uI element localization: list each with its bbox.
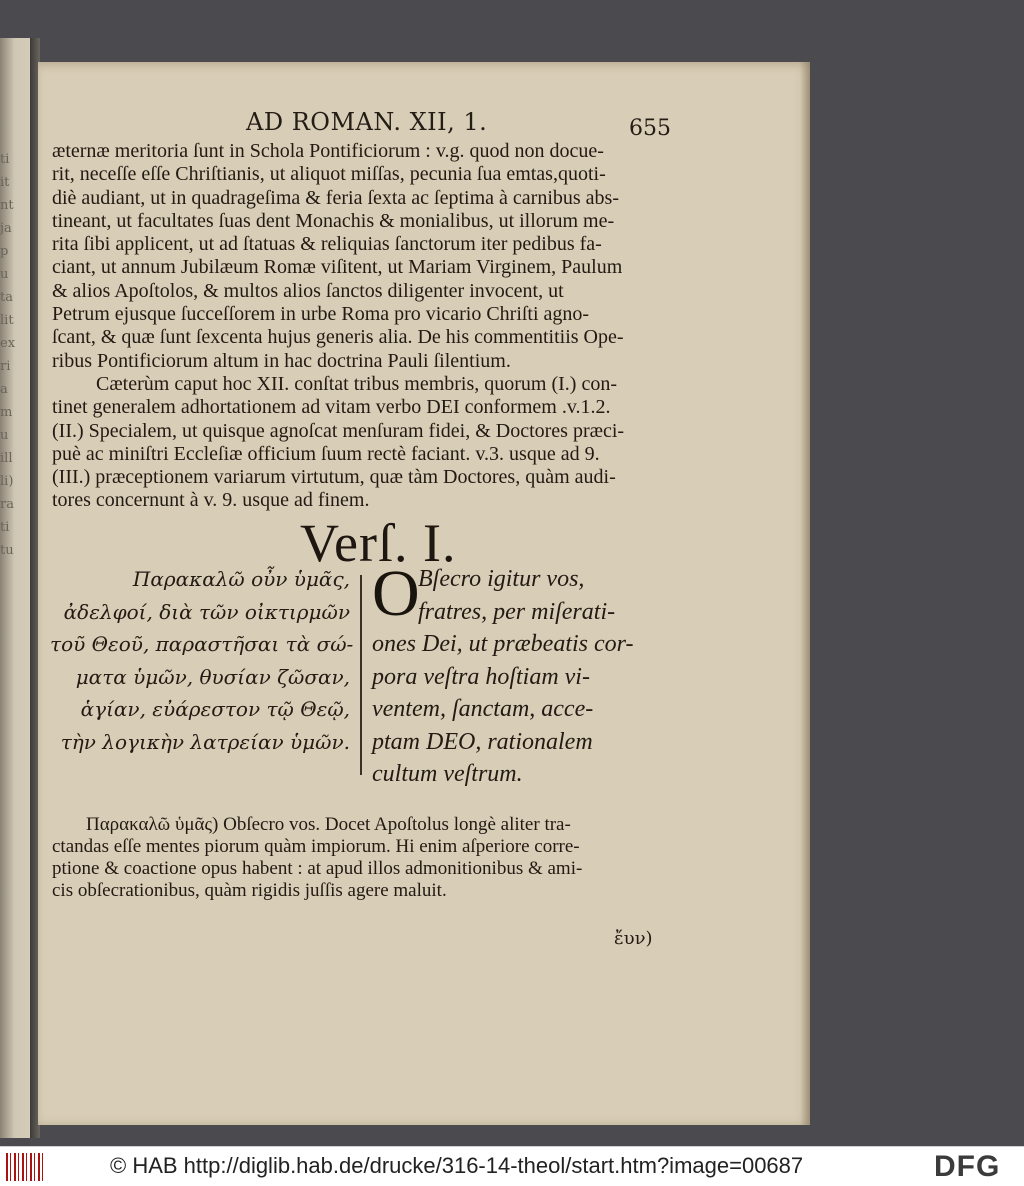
latin-line: pora veſtra hoſtiam vi- xyxy=(372,663,590,690)
facing-page-fragment: it xyxy=(0,175,10,190)
comment-line: ptione & coactione opus habent : at apud illos admonitionibus & ami- xyxy=(52,858,583,879)
body-line: rita ſibi applicent, ut ad ſtatuas & reliquias ſanctorum iter pedibus fa- xyxy=(52,233,602,256)
comment-line: ctandas eſſe mentes piorum quàm impiorum. Hi enim aſperiore corre- xyxy=(52,836,580,857)
greek-line: Παρακαλῶ οὖν ὑμᾶς, xyxy=(132,567,350,591)
body-line: Cæterùm caput hoc XII. conſtat tribus membris, quorum (I.) con- xyxy=(96,372,617,395)
drop-cap: O xyxy=(372,557,420,630)
facing-page-fragment: li) xyxy=(0,474,14,489)
facing-page-fragment: u xyxy=(0,428,9,443)
body-line: ciant, ut annum Jubilæum Romæ viſitent, ut Mariam Virginem, Paulum xyxy=(52,256,623,279)
dfg-logo: DFG xyxy=(934,1150,1001,1183)
facing-page-fragment: ex xyxy=(0,336,16,351)
commentary xyxy=(52,814,664,902)
body-line: ſcant, & quæ ſunt ſexcenta hujus generis alia. De his commentitiis Ope- xyxy=(52,326,624,349)
body-line: (III.) præceptionem variarum virtutum, quæ tàm Doctores, quàm audi- xyxy=(52,466,616,489)
catchword: ἔυν) xyxy=(614,928,653,949)
latin-line: cultum veſtrum. xyxy=(372,761,523,787)
facing-page-fragment: p xyxy=(0,244,9,259)
facing-page-fragment: nt xyxy=(0,198,14,213)
latin-line: fratres, per miſerati- xyxy=(418,598,616,625)
latin-column xyxy=(372,557,662,791)
facing-page-fragment: ta xyxy=(0,290,13,305)
body-line: puè ac miniſtri Eccleſiæ officium ſuum rectè faciant. v.3. usque ad 9. xyxy=(52,442,600,465)
body-line: æternæ meritoria ſunt in Schola Pontificiorum : v.g. quod non docue- xyxy=(52,140,604,162)
facing-page-fragment: u xyxy=(0,267,9,282)
greek-column xyxy=(50,563,354,758)
body-text xyxy=(52,140,664,513)
greek-line: ἀδελφοί, διὰ τῶν οἰκτιρμῶν xyxy=(63,599,350,624)
credit-link[interactable]: © HAB http://diglib.hab.de/drucke/316-14-theol/start.htm?image=00687 xyxy=(110,1153,804,1178)
facing-page-fragment: m xyxy=(0,405,13,420)
latin-line: ptam DEO, rationalem xyxy=(372,728,593,755)
greek-line: τὴν λογικὴν λατρείαν ὑμῶν. xyxy=(60,729,350,754)
body-line: tineant, ut facultates ſuas dent Monachis & monialibus, ut illorum me- xyxy=(52,209,615,232)
body-line: (II.) Specialem, ut quisque agnoſcat menſuram fidei, & Doctores præci- xyxy=(52,419,625,442)
comment-line: cis obſecrationibus, quàm rigidis juſſis agere maluit. xyxy=(52,880,447,901)
verse-heading: Verſ. I. xyxy=(300,513,457,573)
body-line: diè audiant, ut in quadrageſima & feria ſexta ac ſeptima à carnibus abs- xyxy=(52,186,619,209)
running-head: AD ROMAN. XII, 1. xyxy=(246,108,488,136)
greek-line: ματα ὑμῶν, θυσίαν ζῶσαν, xyxy=(75,664,350,689)
latin-line: ones Dei, ut præbeatis cor- xyxy=(372,631,634,657)
facing-page-fragment: ill xyxy=(0,451,13,466)
greek-line: τοῦ Θεοῦ, παραστῆσαι τὰ σώ- xyxy=(50,632,354,656)
page-number: 655 xyxy=(629,116,671,141)
latin-line: ventem, ſanctam, acce- xyxy=(372,696,594,722)
facing-page-fragment: tu xyxy=(0,543,14,558)
facing-page-fragment: ti xyxy=(0,520,10,535)
body-line: rit, neceſſe eſſe Chriſtianis, ut aliquot miſſas, pecunia ſua emtas,quoti- xyxy=(52,163,606,186)
facing-page-fragment: ti xyxy=(0,152,10,167)
facing-page-fragment: ja xyxy=(0,221,12,236)
latin-line: Bſecro igitur vos, xyxy=(418,566,585,592)
body-line: tinet generalem adhortationem ad vitam verbo DEI conformem .v.1.2. xyxy=(52,396,611,419)
barcode-icon xyxy=(6,1153,46,1181)
facing-page-fragment: ra xyxy=(0,497,14,512)
facing-page-fragments xyxy=(0,148,30,558)
footer-bar xyxy=(0,1146,1024,1186)
facing-page-fragment: lit xyxy=(0,313,14,328)
body-line: ribus Pontificiorum altum in hac doctrina Pauli ſilentium. xyxy=(52,349,511,372)
facing-page-fragment: a xyxy=(0,382,8,397)
body-line: tores concernunt à v. 9. usque ad finem. xyxy=(52,489,370,512)
facing-page-fragment: ri xyxy=(0,359,11,374)
greek-line: ἁγίαν, εὐάρεστον τῷ Θεῷ, xyxy=(80,697,350,721)
body-line: & alios Apoſtolos, & multos alios ſanctos diligenter invocent, ut xyxy=(52,279,564,302)
comment-line: Παρακαλῶ ὑμᾶς) Obſecro vos. Docet Apoſtolus longè aliter tra- xyxy=(86,814,571,835)
body-line: Petrum ejusque ſucceſſorem in urbe Roma pro vicario Chriſti agno- xyxy=(52,303,590,326)
column-divider xyxy=(360,575,362,775)
